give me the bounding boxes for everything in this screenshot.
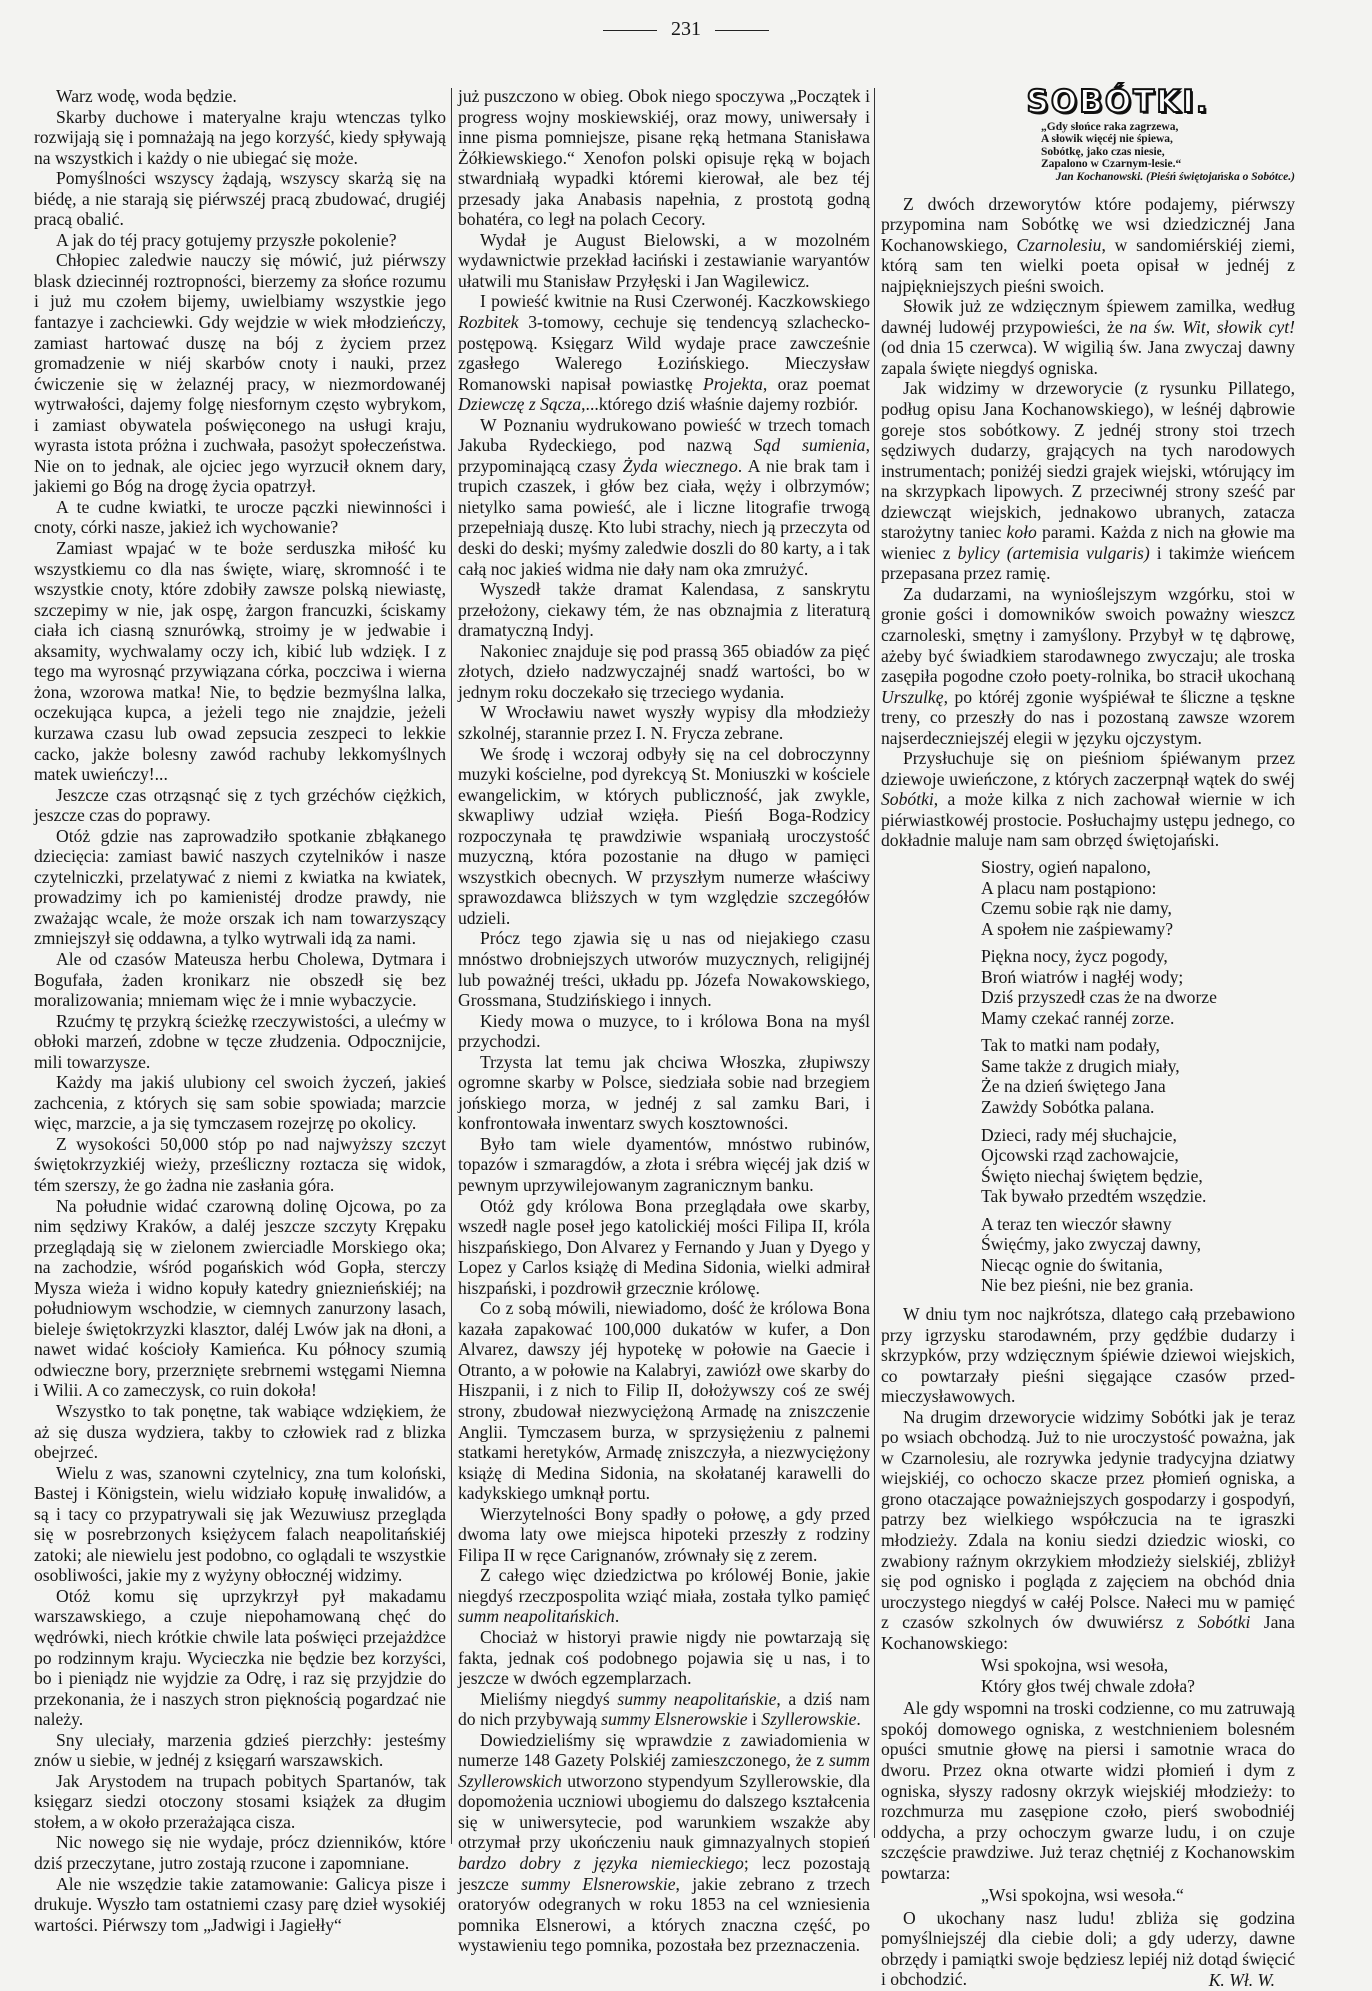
paragraph [458,415,870,579]
text-run: Trzysta lat temu jak chciwa Włoszka, złupiwszy ogromne skarby w Polsce, siedziała sobie nad brzegiem jońskiego morza, w jednéj z sal zamku Bari, i konfrontowała inwentarz swych kosztowności. [458,1051,870,1134]
paragraph [34,1771,446,1833]
text-run: , przypominającą czasy [458,435,870,476]
paragraph [34,230,446,251]
column-2 [458,86,870,1956]
verse-quote [981,1885,1295,1906]
paragraph [458,641,870,703]
text-run: We środę i wczoraj odbyły się na cel dobroczynny muzyki kościelne, pod dyrekcyą St. Moniuszki w kościele ewangelickim, w których publiczność, jak zwykle, skwapliwy udział wzięła. Pieśń Boga-Rodzicy rozpoczynała tę prawdziwie wspaniałą uroczystość muzyczną, która pozostanie na długo w pamięci wszystkich obecnych. W przyszłym numerze właściwy sprawozdawca bliższych w tym względzie szczegółów udzieli. [458,743,870,928]
italic-text: Dziewczę z Sącza [458,394,582,415]
text-run: , po któréj zgonie wyśpiéwał te śliczne a tęskne treny, co przeszły do nas i pozostaną zawsze wzorem najserdeczniejszéj elegii w języku ojczystym. [881,686,1295,748]
poem [981,857,1295,1296]
paragraph [881,584,1295,748]
text-run: . A nie brak tam i trupich czaszek, i głów bez ciała, węży i olbrzymów; nietylko sama powieść, ale i liczne litografie trwogą przepełniają duszę. Kto lubi strachy, niech ją przeczyta od deski do deski; myśmy zaledwie doszli do 80 karty, a i tak całą noc jakieś widma nie dały nam oka zmrużyć. [458,455,871,579]
column-3-sobotki-article [881,86,1295,1991]
paragraph [881,1407,1295,1654]
poem-stanza [981,1125,1295,1207]
text-run: Wszystko to tak ponętne, tak wabiące wdziękiem, że aż się dusza wydziera, takby to człowiek rad z blizka obejrzeć. [34,1401,446,1463]
poem-stanza [981,946,1295,1028]
epigraph [1041,121,1295,184]
italic-text: summy Elsnerowskie [521,1873,676,1894]
text-run: Nakoniec znajduje się pod prassą 365 obiadów za pięć złotych, dzieło nadzwyczajnéj snadź wartości, bo w jednym roku doczekało się trzeciego wydania. [458,640,870,702]
verse-line: Który głos twéj chwale zdoła? [981,1675,1195,1696]
verse-line: Wsi spokojna, wsi wesoła, [981,1655,1169,1676]
italic-text: na św. Wit, słowik cyt! [1129,316,1295,337]
text-run: Mieliśmy niegdyś [480,1688,618,1709]
epigraph-attribution: Jan Kochanowski. (Pieśń świętojańska o Sobótce.) [1055,170,1295,183]
poem-line: Niecąc ognie do świtania, [981,1254,1163,1275]
text-run: , a może kilka z nich zachował wiernie w ich piérwiastkowéj prostocie. Posłuchajmy ustępu jednego, co dokładnie maluje nam sam obrzęd świętojański. [881,789,1295,851]
poem-line: Święto niechaj świętem będzie, [981,1165,1203,1186]
poem-line: A teraz ten wieczór sławny [981,1213,1172,1234]
column-divider [451,88,452,1844]
text-run: Kiedy mowa o muzyce, to i królowa Bona na myśl przychodzi. [458,1010,870,1052]
text-run: Za dudarzami, na wynioślejszym wzgórku, stoi w gronie gości i domowników swoich poważny wieszcz czarnoleski, smętny i zamyślony. Przybył w tę dąbrowę, ażeby być świadkiem starodawnego zwyczaju; ale troska zasępiła pogodne czoło poety-rolnika, bo stracił ukochaną [881,583,1295,687]
italic-text: bardzo dobry z języka niemieckiego [458,1853,744,1874]
italic-text: Sąd sumienia [753,435,866,456]
poem-line: Dzieci, rady méj słuchajcie, [981,1124,1177,1145]
paragraph [34,1586,446,1730]
italic-text: Czarnolesiu [1016,234,1102,255]
poem-line: Tak bywało przedtém wszędzie. [981,1186,1207,1207]
poem-line: Ojcowski rząd zachowajcie, [981,1145,1179,1166]
text-run: Dowiedzieliśmy się wprawdzie z zawiadomienia w numerze 148 Gazety Polskiéj zamieszczonego, że z [458,1729,870,1771]
paragraph [458,1011,870,1052]
italic-text: Rozbitek [458,312,519,333]
paragraph [458,1052,870,1134]
page-number-text: 231 [671,18,701,40]
text-run: A te cudne kwiatki, te urocze pączki niewinności i cnoty, córki nasze, jakież ich wychowanie? [34,496,446,538]
text-run: . [856,1709,861,1730]
verse-line: „Wsi spokojna, wsi wesoła.“ [981,1885,1184,1906]
text-run: Sny uleciały, marzenia gdzieś pierzchły: jesteśmy znów u siebie, w jednéj z księgarń warszawskich. [34,1729,446,1771]
epigraph-line: A słowik więcéj nie śpiewa, [1041,133,1173,146]
paragraph [34,497,446,538]
poem-line: Piękna nocy, życz pogody, [981,946,1168,967]
page-number-dash-right [715,30,769,31]
poem-stanza [981,1035,1295,1117]
italic-text: summ Szyllerowskich [458,1750,870,1791]
paragraph [881,296,1295,378]
paragraph [34,168,446,230]
poem-line: Zawżdy Sobótka palana. [981,1097,1155,1118]
paragraph [34,949,446,1011]
paragraph [34,86,446,107]
paragraph [34,1072,446,1134]
verse-quote [981,1655,1295,1696]
text-run: Otóż komu się uprzykrzył pył makadamu warszawskiego, a czuje niepohamowaną chęć do wędrówki, niech krótkie chwile lata poświęci przejażdżce po rodzinnym kraju. Wycieczka nie będzie bez korzyści, bo i pieniądz nie wyjdzie za Odrę, i raz się przyjdzie do przekonania, że i naszych stron pięknością pogardzać nie należy. [34,1585,446,1730]
paragraph [881,1304,1295,1407]
poem-line: Dziś przyszedł czas że na dworze [981,987,1217,1008]
paragraph [458,1627,870,1689]
italic-text: Szyllerowskie [761,1709,857,1730]
text-run: Jana Kochanowskiego: [881,1612,1295,1653]
italic-text: Sobótki [881,789,934,810]
paragraph [34,1011,446,1073]
italic-text: summ neapolitańskich [458,1606,615,1627]
text-run: ,...którego dziś właśnie dajemy rozbiór. [581,394,859,415]
text-run: parami. Każda z nich na głowie ma wieniec z [881,522,1295,563]
text-run: W Poznaniu wydrukowano powieść w trzech tomach Jakuba Rydeckiego, pod nazwą [458,414,870,456]
text-run: Przysłuchuje się on pieśniom śpiéwanym przez dziewoje uwieńczone, z których zaczerpnął wątek do swéj [881,748,1295,789]
poem-line: A placu nam postąpiono: [981,877,1157,898]
paragraph [458,928,870,1010]
text-run: Z dwóch drzeworytów które podajemy, piérwszy przypomina nam Sobótkę we wsi dziedzicznéj Jana Kochanowskiego, [881,193,1295,255]
text-run: Nic nowego się nie wydaje, prócz dzienników, które dziś przeczytane, jutro zostają rzucone i zapomniane. [34,1832,446,1874]
paragraph [34,826,446,949]
text-run: Prócz tego zjawia się u nas od niejakiego czasu mnóstwo drobniejszych utworów muzycznych, religijnéj lub poważnéj treści, układu pp. Józefa Nowakowskiego, Grossmana, Studzińskiego i innych. [458,928,870,1011]
text-run: (od dnia 15 czerwca). W wigilią św. Jana zwyczaj dawny zapala święte niegdyś ogniska. [881,337,1295,378]
paragraph [458,1134,870,1196]
text-run: ; lecz pozostają jeszcze [458,1853,870,1894]
paragraph [34,1134,446,1196]
poem-line: Siostry, ogień napalono, [981,857,1151,878]
paragraph [34,1832,446,1873]
paragraph [458,1196,870,1299]
page-number [0,18,1372,41]
text-run: Wierzytelności Bony spadły o połowę, a gdy przed dwoma laty owe miejsca hipoteki przeszły z rodziny Filipa II w ręce Carignanów, zrównały się z zerem. [458,1503,870,1565]
text-run: Każdy ma jakiś ulubiony cel swoich życzeń, jakieś zachcenia, z których się sam sobie spowiada; marzcie więc, marzcie, a ja się tymczasem rozejrzę po okolicy. [34,1072,446,1134]
paragraph [458,744,870,929]
text-run: Skarby duchowe i materyalne kraju wtenczas tylko rozwijają się i pomnażają na jego korzyść, kiedy spływają na wszystkich i każdy o nie ubiegać się może. [34,106,446,168]
poem-line: Święćmy, jako zwyczaj dawny, [981,1234,1202,1255]
paragraph [881,378,1295,583]
column-1 [34,86,446,1935]
paragraph [458,702,870,743]
text-run: Z całego więc dziedzictwa po królowéj Bonie, jakie niegdyś rzeczpospolita wziąć miała, została tylko pamięć [458,1565,870,1606]
text-run: Pomyślności wszyscy żądają, wszyscy skarżą się na biédę, a nie starają się piérwszéj pracą zbudować, drugiéj pracą obalić. [34,168,446,230]
text-run: W dniu tym noc najkrótsza, dlatego całą przebawiono przy igrzysku starodawném, przy gędźbie dudarzy i skrzypków, przy wdzięcznym śpiéwie dziewoi wiejskich, co powtarzały pieśni sięgające czasów przed-mieczysławowych. [881,1303,1295,1407]
italic-text: Sobótki [1197,1612,1251,1633]
text-run: Ale gdy wspomni na troski codzienne, co mu zatruwają spokój domowego ogniska, z westchnieniem bolesném opuści smutnie głowę na piersi i samotnie wraca do dworu. Przez okna otwarte widzi płomień i dym z ogniska, słyszy radosny okrzyk wiejskiéj młodzieży: to rozchmurza mu zasępione czoło, pierś swobodniéj oddycha, a przy ochoczym gwarze ludu, i on czuje szczęście prawdziwe. Już teraz chętniéj z Kochanowskim powtarza: [881,1698,1295,1883]
text-run: Na drugim drzeworycie widzimy Sobótki jak je teraz po wsiach obchodzą. Już to nie uroczystość poważna, jak w Czarnolesiu, ale rozrywka jedynie tradycyjna dziatwy wiejskiéj, co ochoczo skacze przez płomień ogniska, a grono otaczające poważniejszych gospodarzy i gospodyń, patrzy bez wielkiego współczucia na te igraszki młodzieży. Zdala na koniu siedzi dziedzic wioski, co zwabiony raźnym okrzykiem młodzieży sielskiéj, zbliżył się pod ognisko i pogląda z zajęciem na obchód dnia uroczystego niegdyś w całéj Polsce. Nałeci mu w pamięć z czasów szkolnych ów dwuwiérsz z [881,1406,1295,1633]
poem-line: Broń wiatrów i nagłéj wody; [981,966,1184,987]
italic-text: Projekta [702,373,763,394]
text-run: Otóż gdy królowa Bona przeglądała owe skarby, wszedł nagle poseł jego katolickiéj mości Filipa II, króla hiszpańskiego, Don Alvarez y Fernando y Juan y Dyego y Lopez y Carlos książę di Medina Sidonia, wielki admirał hiszpański, i pozdrowił grzecznie królowę. [458,1195,870,1298]
italic-text: bylicy (artemisia vulgaris) [957,542,1150,563]
text-run: I powieść kwitnie na Rusi Czerwonéj. Kaczkowskiego [480,291,870,312]
epigraph-line: Zapalono w Czarnym-lesie.“ [1041,158,1182,171]
text-run: , jakie zebrano z trzech oratoryów odegranych w roku 1853 na cel wzniesienia pomnika Elsnerowi, a których znaczna część, po wystawieniu tego pomnika, pozostała bez przeznaczenia. [458,1873,870,1956]
paragraph [34,785,446,826]
text-run: . [614,1606,620,1627]
text-run: Na południe widać czarowną dolinę Ojcowa, po za nim sędziwy Kraków, a daléj jeszcze szczyty Krępaku przeglądają się w zielonem zwierciadle Morskiego oka; na zachodzie, wśród pogańskich wód Gopła, sterczy Mysza wieża i widno kopuły katedry gnieznieńskiéj; na południowym wschodzie, w ciemnych zanurzony lasach, bieleje świętokrzyzki klasztor, daléj Lwów jak na dłoni, a nawet widać kościoły Kamieńca. Ku północy szumią odwieczne bory, przerznięte srebrnemi wstęgami Niemna i Wilii. A co zameczysk, co ruin dokoła! [34,1195,446,1401]
paragraph [881,1698,1295,1883]
paragraph [881,748,1295,851]
italic-text: Żyda wiecznego [622,455,738,476]
poem-line: Czemu sobie rąk nie damy, [981,898,1172,919]
poem-line: Tak to matki nam podały, [981,1035,1160,1056]
text-run: W Wrocławiu nawet wyszły wypisy dla młodzieży szkolnéj, starannie przez I. N. Frycza zebrane. [458,702,870,743]
paragraph [34,1730,446,1771]
paragraph [458,1689,870,1730]
text-run: , a dziś nam do nich przybywają [458,1688,870,1730]
paragraph [458,86,870,230]
paragraph [881,194,1295,297]
text-run: Zamiast wpajać w te boże serduszka miłość ku wszystkiemu co dla nas święte, wiarę, skromność i te wszystkie cnoty, które zdobiły zawsze polską niewiastę, szczepimy w nie, jak ospę, żargon francuzki, ściskamy ciała ich ciasną sznurówką, stroimy je w jedwabie i aksamity, wychwalamy oczy ich, kibić lub wdzięk. I z tego ma wyrosnąć przywiązana córka, poczciwa i wierna żona, wzorowa matka! Nie, to będzie bezmyślna lalka, oczekująca kupca, a jeżeli tego nie znajdzie, jeżeli kurzawa czasu lub owad zepsucia zeszpeci to lekkie cacko, jakże bolesny zawód rachuby lekkomyślnych matek uwieńczy!... [34,538,446,785]
text-run: Słowik już ze wdzięcznym śpiewem zamilka, według dawnéj ludowéj przypowieści, że [881,296,1295,337]
text-run: Z wysokości 50,000 stóp po nad najwyższy szczyt świętokrzyzkiéj wieży, prześliczny roztacza się widok, tém szerszy, że go żadna nie zasłania góra. [34,1133,446,1195]
text-run: Jak Arystodem na trupach pobitych Spartanów, tak księgarz siedzi otoczony stosami książek za długim stołem, a w około przerażająca cisza. [34,1770,446,1832]
text-run: , oraz poemat [762,373,870,394]
text-run: Ale nie wszędzie takie zatamowanie: Galicya pisze i drukuje. Wyszło tam ostatniemi czasy parę dzieł wysokiéj wartości. Piérwszy tom „Jadwigi i Jagiełły“ [34,1873,446,1935]
text-run: Ale od czasów Mateusza herbu Cholewa, Dytmara i Bogufała, żaden kronikarz nie obszedł się bez moralizowania; mniemam więc że i mnie wybaczycie. [34,948,446,1011]
paragraph [458,230,870,292]
paragraph [34,250,446,497]
italic-text: summy neapolitańskie [617,1688,777,1709]
column-divider [874,88,875,1838]
author-signature: K. Wł. W. [1208,1970,1275,1990]
text-run: 3-tomowy, cechuje się tendencyą szlachecko-postępową. Księgarz Wild wydaje prace zawcześnie zgasłego Walerego Łozińskiego. Mieczysław Romanowski napisał powiastkę [458,312,870,394]
text-run: O ukochany nasz ludu! zbliża się godzina pomyślniejszéj dla ciebie doli; a gdy uderzy, dawne obrzędy i pamiątki swoje będziesz lepiéj niż dotąd święcić i obchodzić. [881,1907,1295,1990]
italic-text: koło [1006,522,1037,543]
text-run: Było tam wiele dyamentów, mnóstwo rubinów, topazów i szmaragdów, a złota i srébra więcéj jak dziś w pewnym uprzywilejowanym zagranicznym banku. [458,1133,870,1195]
poem-line: Nie bez pieśni, nie bez grania. [981,1275,1194,1296]
text-run: już puszczono w obieg. Obok niego spoczywa „Początek i progress wojny moskiewskiéj, oraz mowy, uniwersały i inne pisma pomniejsze, pisane ręką hetmana Stanisława Żółkiewskiego.“ Xenofon polski opisuje ręką w bojach stwardniałą wypadki któremi kierował, ale bez téj przesady jaka Anabasis napełnia, z prostotą godną bohatéra, co legł na polach Cecory. [458,86,870,230]
italic-text: Urszulkę [881,686,944,707]
poem-stanza [981,1214,1295,1296]
paragraph [34,1401,446,1463]
page-number-dash-left [603,30,657,31]
text-run: Jeszcze czas otrząsnąć się z tych grzéchów ciężkich, jeszcze czas do poprawy. [34,784,446,826]
paragraph [458,1504,870,1566]
paragraph [458,1298,870,1503]
text-run: Wydał je August Bielowski, a w mozolném wydawnictwie przekład łaciński i zestawianie waryantów ułatwili mu Stanisław Przyłęski i Jan Wagilewicz. [458,229,870,291]
text-run: , w sandomiérskiéj ziemi, którą sam ten wielki poeta opisał w jednéj z najpiękniejszych pieśni swoich. [881,234,1295,296]
poem-stanza [981,857,1295,939]
text-run: Co z sobą mówili, niewiadomo, dość że królowa Bona kazała zapakować 100,000 dukatów w kufer, a Don Alvarez, dawszy jéj hypotekę w połowie na Gaecie i Otranto, a w połowie na Kalabryi, zawiózł owe skarby do Hiszpanii, i z nich to Filip II, dołożywszy coś ze swéj strony, zbudował niezwyciężoną Armadę na zniszczenie Anglii. Tymczasem burza, w sprzysiężeniu z palnemi statkami heretyków, Armadę zniszczyła, a niezwyciężony książę di Medina Sidonia, na skołatanéj karawelli do kadykskiego umknął portu. [458,1298,870,1504]
text-run: Otóż gdzie nas zaprowadziło spotkanie zbłąkanego dziecięcia: zamiast bawić naszych czytelników i nasze czytelniczki, przelatywać z niemi z kwiatka na kwiatek, prowadzimy ich po kamienistéj drodze prawdy, nie zważając wcale, że może orszak ich nam towarzyszący zmniejszył się oddawna, a tylko wytrwali idą za nami. [34,825,446,949]
article-title: SOBÓTKI. [1026,84,1210,120]
text-run: Rzućmy tę przykrą ścieżkę rzeczywistości, a ulećmy w obłoki marzeń, zdobne w tęcze złudzenia. Odpocznijcie, mili towarzysze. [34,1010,446,1072]
paragraph [34,1874,446,1936]
paragraph [34,1463,446,1586]
poem-line: A społem nie zaśpiewamy? [981,918,1174,939]
paragraph [34,1196,446,1401]
poem-line: Że na dzień świętego Jana [981,1076,1166,1097]
paragraph [458,1730,870,1956]
poem-line: Mamy czekać rannéj zorze. [981,1007,1175,1028]
text-run: utworzono stypendyum Szyllerowskie, dla dopomożenia uczniowi ubogiemu do dalszego kształcenia się w uniwersytecie, pod warunkiem wszakże aby otrzymał przy ukończeniu nauk gimnazyalnych stopień [458,1770,870,1853]
paragraph [34,107,446,169]
text-run: Jak widzimy w drzeworycie (z rysunku Pillatego, podług opisu Jana Kochanowskiego), w leśnéj dąbrowie goreje stos sobótkowy. Z jednéj strony stoi trzech sędziwych dudarzy, grających na tych narodowych instrumentach; poniżéj siedzi grajek wiejski, wtórujący im na skrzypkach lipowych. Z przeciwnéj strony sześć par dziewcząt wiejskich, jednakowo ubranych, zatacza starożytny taniec [881,378,1295,543]
text-run: Wyszedł także dramat Kalendasa, z sanskrytu przełożony, ciekawy tém, że nas obznajmia z literaturą dramatyczną Indyj. [458,579,870,641]
poem-line: Same także z drugich miały, [981,1055,1180,1076]
paragraph [458,1565,870,1627]
paragraph [458,291,870,414]
epigraph-line: „Gdy słońce raka zagrzewa, [1041,120,1179,133]
text-run: i [747,1709,762,1730]
epigraph-line: Sobótkę, jako czas niesie, [1041,145,1165,158]
italic-text: summy Elsnerowskie [601,1709,748,1730]
paragraph [34,538,446,785]
text-run: A jak do téj pracy gotujemy przyszłe pokolenie? [56,229,397,250]
text-run: Warz wodę, woda będzie. [56,86,237,106]
text-run: Wielu z was, szanowni czytelnicy, zna tum koloński, Bastej i Königstein, wielu widziało kopułę inwalidów, a są i tacy co przypatrywali się jak Wezuwiusz przegląda się w posrebrzonych księżycem falach neapolitańskiéj zatoki; ale niewielu jest podobno, co oglądali te wszystkie osobliwości, jakie my z wyżyny obłocznéj widzimy. [34,1462,446,1586]
paragraph [458,579,870,641]
text-run: Chłopiec zaledwie nauczy się mówić, już piérwszy blask dziecinnéj roztropności, bierzemy za słońce rozumu i już mu czołem bijemy, uwielbiamy wszystkie jego fantazye i zachciewki. Gdy wejdzie w wiek młodzieńczy, zamiast hartować duszę na bój z życiem przez gromadzenie w niéj skarbów cnoty i nauki, przez ćwiczenie się w żelaznéj pracy, w niezmordowanéj wytrwałości, dajemy folgę niesfornym często wybrykom, i zamiast obywatela poświęconego na usługi kraju, wyrasta istota próżna i zuchwała, pasożyt społeczeństwa. Nie on to jednak, ale ojciec jego wyrzucił oknem dary, jakiemi go Bóg na drogę życia opatrzył. [34,250,446,497]
text-run: i takimże wieńcem przepasana przez ramię. [881,542,1295,584]
text-run: Chociaż w historyi prawie nigdy nie powtarzają się fakta, jednak coś podobnego pojawia się u nas, i to jeszcze w dwóch egzemplarzach. [458,1627,870,1689]
